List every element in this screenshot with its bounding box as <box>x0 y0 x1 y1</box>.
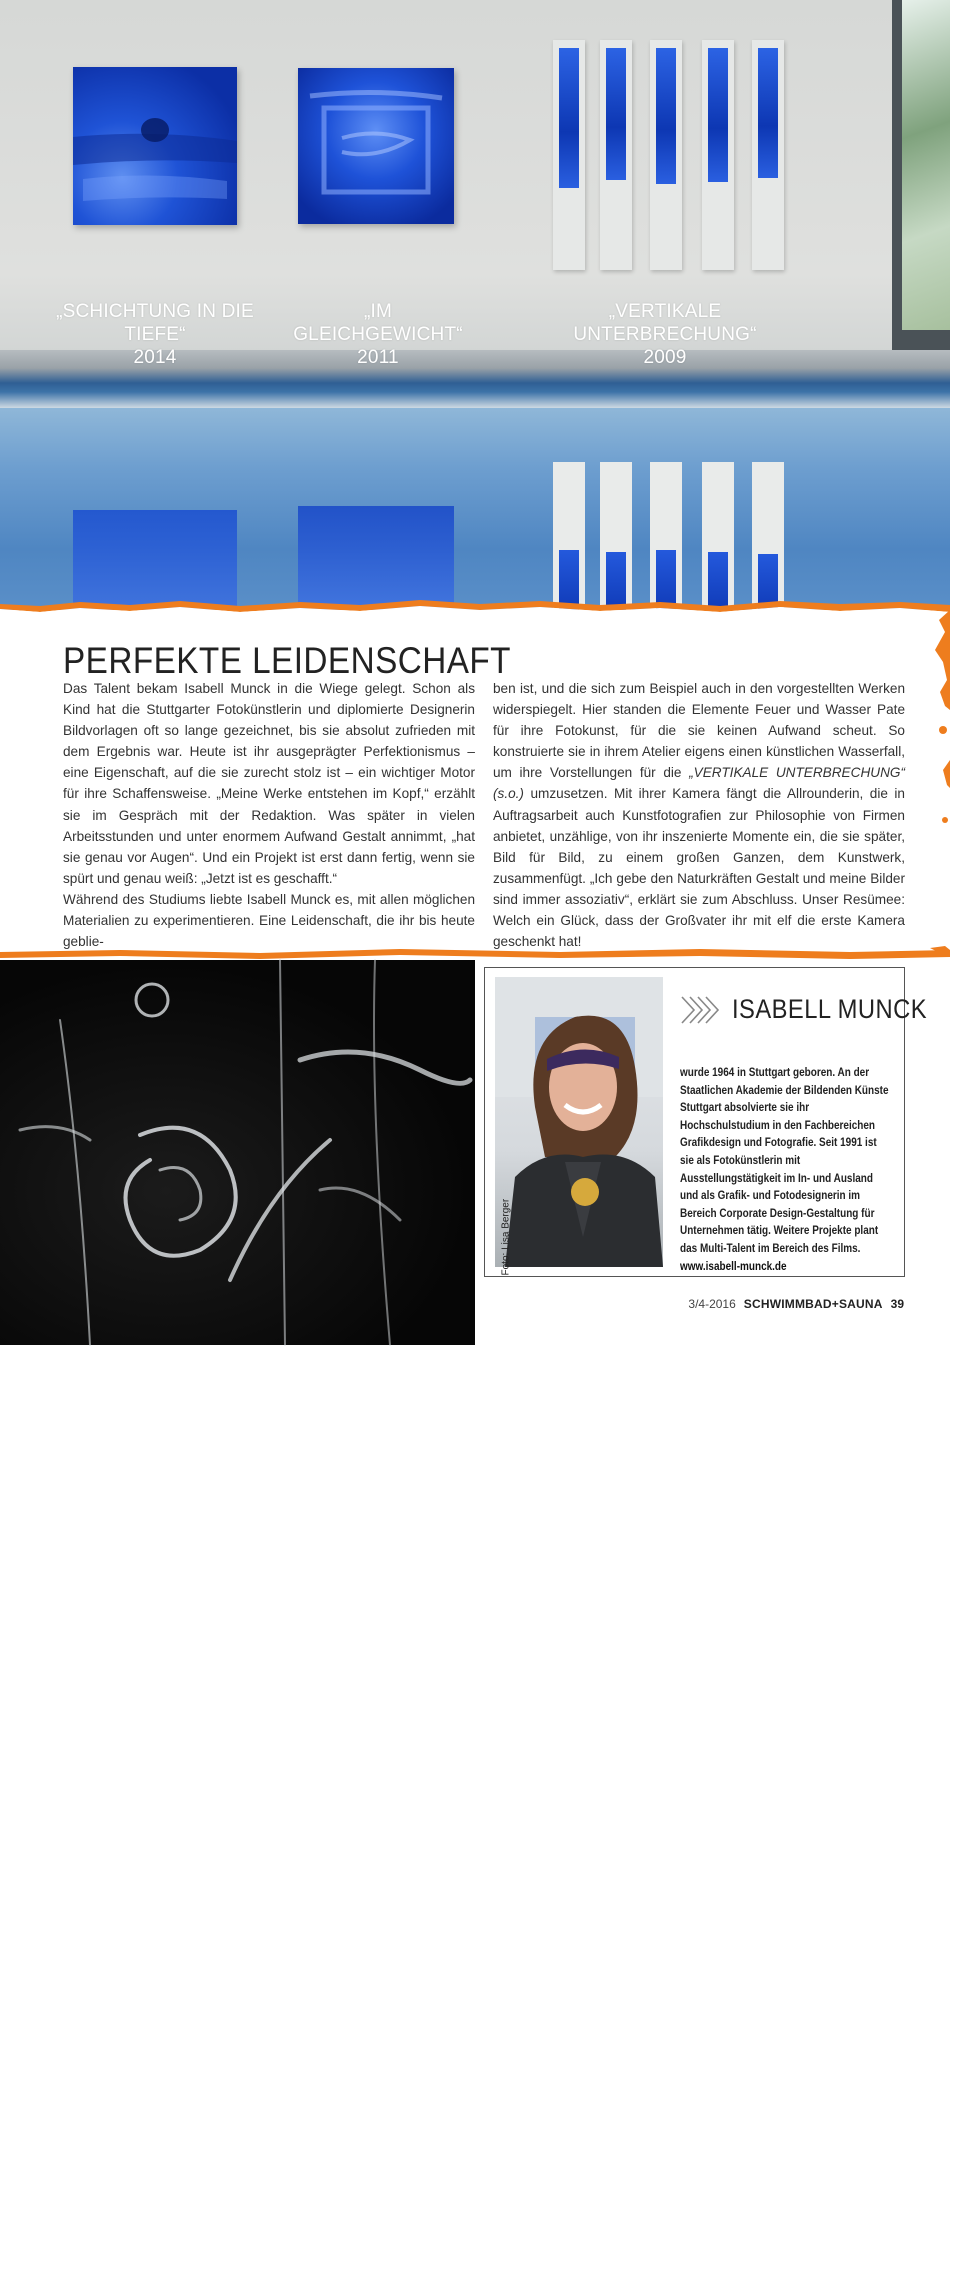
website-link[interactable]: www.isabell-munck.de <box>680 1259 787 1273</box>
paragraph: Das Talent bekam Isabell Munck in die Wiege gelegt. Schon als Kind hat die Stuttgarter Fotokünstlerin und diplomierte Designerin Bildvorlagen oft so lange gezeichnet, bis sie absolut zufrieden mit dem Ergebnis war. Heute ist ihr ausgeprägter Perfektionismus – eine Eigenschaft, auf die sie zurecht stolz ist – ein wichtiger Motor für ihre Schaffensweise. „Meine Werke entstehen im Kopf,“ erzählt sie im Gespräch mit der Redaktion. Was später in vielen Arbeitsstunden und unter enormem Aufwand Gestalt annimmt, „hat sie genau vor Augen“. Und ein Projekt ist erst dann fertig, wenn sie spürt und genau weiß: „Jetzt ist es geschafft.“ <box>63 681 475 886</box>
photo-credit: Foto: Lisa Berger <box>500 1198 512 1276</box>
caption-title: „IM GLEICHGEWICHT“ <box>293 301 463 345</box>
quote-reference: „VERTIKALE UNTERBRECHUNG“ (s.o.) <box>493 765 905 802</box>
water-photo-caption: „LINEARE DURCHDRINGUNG“, 2012 <box>50 2252 383 2273</box>
strip-3 <box>650 40 682 270</box>
strip-2 <box>600 40 632 270</box>
article-column-right <box>493 678 905 952</box>
caption-year: 2014 <box>133 347 177 368</box>
strip-reflection-5 <box>752 462 784 610</box>
orange-splash <box>925 610 950 870</box>
painting-schichtung <box>73 67 237 225</box>
issue-number: 3/4-2016 <box>688 1297 736 1311</box>
window-frame <box>892 0 950 350</box>
caption-year: 2009 <box>643 347 687 368</box>
bio-description: wurde 1964 in Stuttgart geboren. An der Staatlichen Akademie der Bildenden Künste Stuttgart absolvierte sie ihr Hochschulstudium in den Fachbereichen Grafikdesign und Fotografie. Seit 1991 ist sie als Fotokünstlerin mit Ausstellungstätigkeit im In- und Ausland und als Grafik- und Fotodesignerin im Bereich Corporate Design-Gestaltung für Unternehmen tätig. Weitere Projekte plant das Multi-Talent im Bereich des Films. <box>680 1066 889 1255</box>
article-headline: PERFEKTE LEIDENSCHAFT <box>63 640 511 681</box>
painting-gleichgewicht <box>298 68 454 224</box>
strip-reflection-3 <box>650 462 682 610</box>
bio-name: ISABELL MUNCK <box>732 994 927 1024</box>
page-number: 39 <box>890 1297 904 1311</box>
page-footer <box>688 1297 904 1311</box>
painting-reflection-2 <box>298 506 454 610</box>
paragraph: ben ist, und die sich zum Beispiel auch in den vorgestellten Werken widerspiegelt. Hier standen die Elemente Feuer und Wasser Pate für ihre Fotokunst, für die sie keinen Aufwand scheut. So konstruierte sie in ihrem Atelier eigens einen künstlichen Wasserfall, um ihre Vorstellungen für die „VERTIKALE UNTERBRECHUNG“ (s.o.) umzusetzen. Mit ihrer Kamera fängt die Allrounderin, die in Auftragsarbeit auch Kunstfotografien zur Philosophie von Firmen anbietet, unzählige, von ihr inszenierte Momente ein, die sie später, Bild für Bild, zu einem großen Ganzen, dem Kunstwerk, zusammenfügt. „Ich gebe den Naturkräften Gestalt und meine Bilder sind immer assoziativ“, erklärt sie zum Abschluss. Unser Resümee: Welch ein Glück, dass der Großvater ihr mit elf die erste Kamera geschenkt hat! <box>493 681 905 950</box>
bio-header <box>680 994 954 1025</box>
bio-text-block <box>680 1064 889 1275</box>
caption-title: „SCHICHTUNG IN DIE TIEFE“ <box>56 301 254 345</box>
painting-reflection-1 <box>73 510 237 610</box>
strip-4 <box>702 40 734 270</box>
caption-vertikale <box>540 300 790 369</box>
magazine-name: SCHWIMMBAD+SAUNA <box>743 1297 883 1311</box>
caption-schichtung <box>40 300 270 369</box>
caption-year: 2011 <box>357 347 399 368</box>
article-column-left <box>63 678 475 952</box>
strip-1 <box>553 40 585 270</box>
hero-photo <box>0 0 950 610</box>
strip-reflection-1 <box>553 462 585 610</box>
strip-reflection-4 <box>702 462 734 610</box>
torn-paper-edge <box>0 596 950 626</box>
chevrons-icon <box>680 995 720 1025</box>
caption-title: „VERTIKALE UNTERBRECHUNG“ <box>573 301 757 345</box>
strip-5 <box>752 40 784 270</box>
water-photo <box>0 960 475 2273</box>
caption-gleichgewicht <box>278 300 478 369</box>
strip-reflection-2 <box>600 462 632 610</box>
portrait-photo <box>495 977 663 1276</box>
paragraph: Während des Studiums liebte Isabell Munck es, mit allen möglichen Materialien zu experimentieren. Eine Leidenschaft, die ihr bis heute geblie- <box>63 891 475 950</box>
bio-box <box>484 967 927 1277</box>
